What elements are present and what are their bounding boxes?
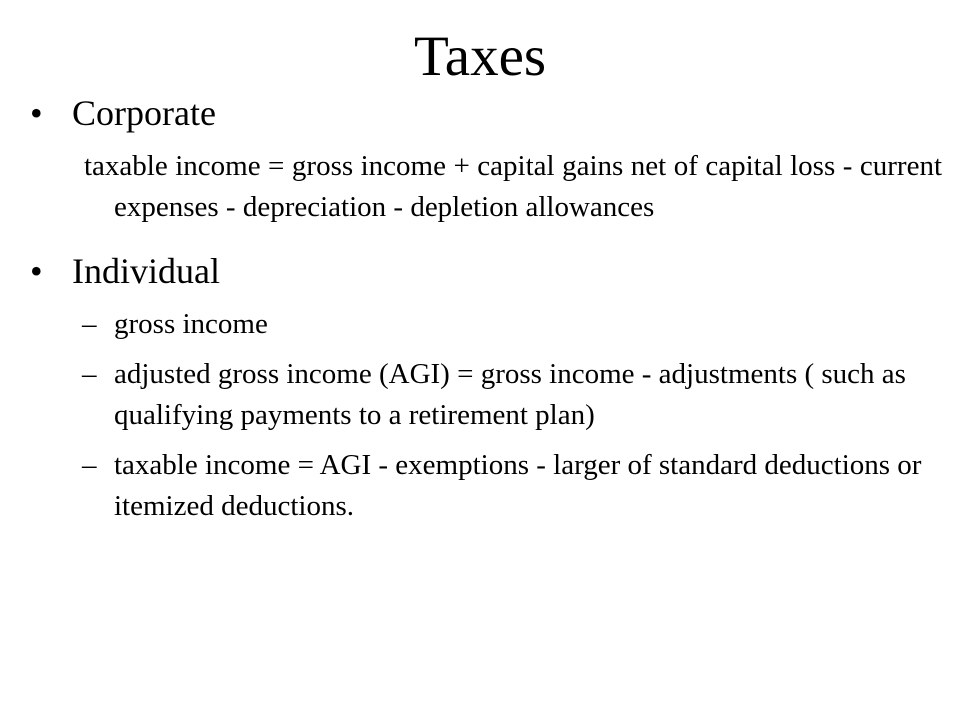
- heading-corporate: Corporate: [72, 93, 216, 133]
- heading-individual: Individual: [72, 251, 220, 291]
- dash-icon: –: [82, 308, 97, 340]
- sub-item-text: taxable income = AGI - exemptions - larger of standard deductions or itemized deductions.: [114, 449, 922, 522]
- bullet-corporate: [30, 90, 942, 136]
- sub-item-taxable-income: [82, 445, 942, 527]
- sub-item-text: gross income: [114, 308, 268, 340]
- slide-title: Taxes: [413, 25, 547, 88]
- dash-icon: –: [82, 358, 97, 390]
- slide-body: [30, 90, 942, 536]
- sub-item-text: adjusted gross income (AGI) = gross income - adjustments ( such as qualifying payments to a retirement plan): [114, 358, 906, 431]
- corporate-definition: taxable income = gross income + capital gains net of capital loss - current expenses - depreciation - depletion allowances: [84, 150, 942, 223]
- bullet-icon: •: [30, 251, 43, 291]
- sub-item-agi: [82, 354, 942, 436]
- bullet-icon: •: [30, 93, 43, 133]
- bullet-individual: [30, 248, 942, 294]
- sub-item-gross-income: [82, 304, 942, 345]
- dash-icon: –: [82, 449, 97, 481]
